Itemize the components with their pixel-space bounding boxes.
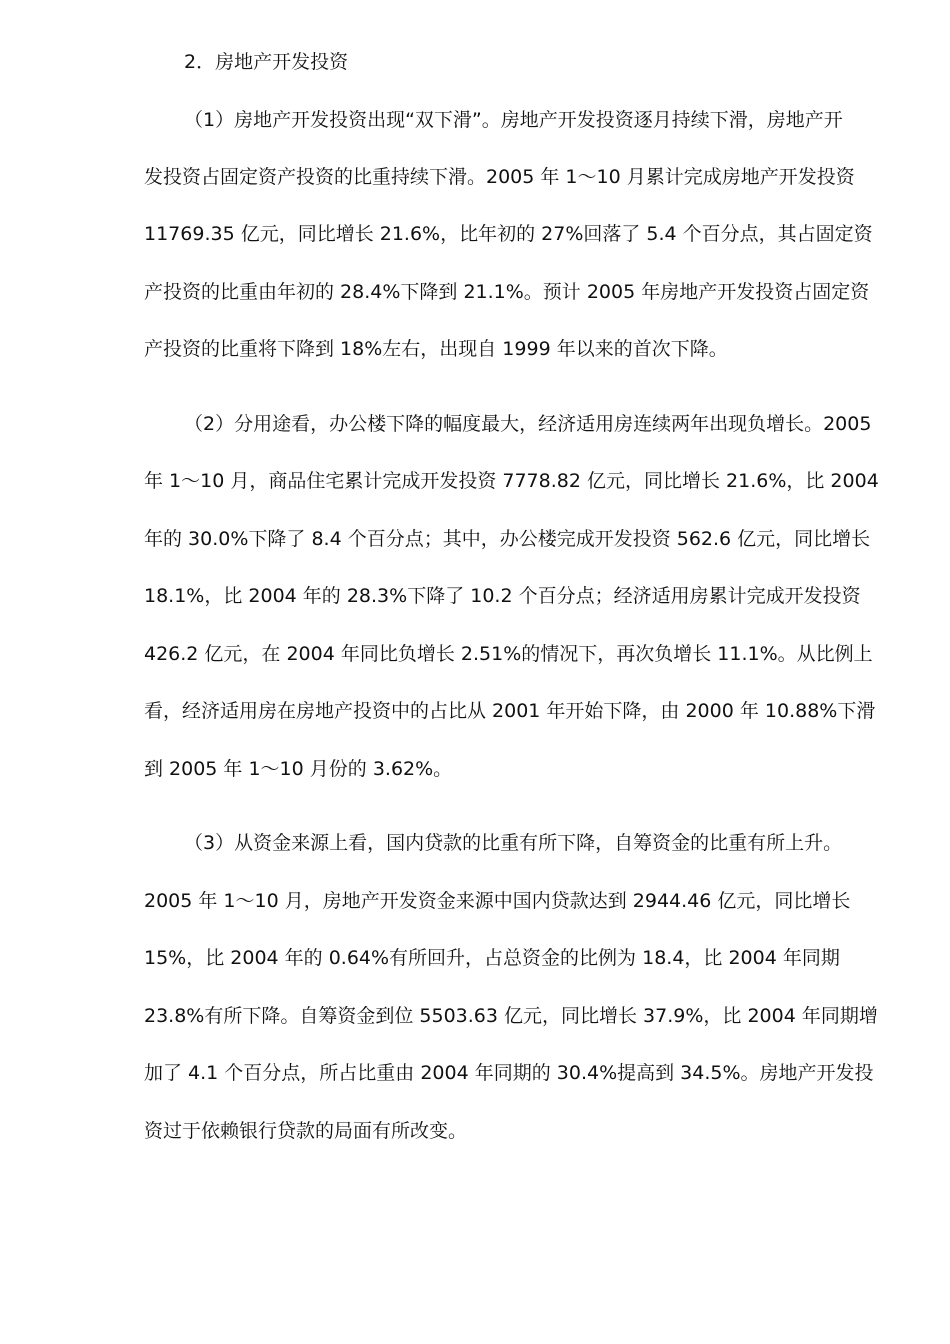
paragraph-3-line-3: 15%，比 2004 年的 0.64%有所回升，占总资金的比例为 18.4，比 2004 年同期 [144, 947, 840, 969]
paragraph-1-line-5: 产投资的比重将下降到 18%左右，出现自 1999 年以来的首次下降。 [144, 338, 728, 360]
paragraph-3-line-5: 加了 4.1 个百分点，所占比重由 2004 年同期的 30.4%提高到 34.5%。房地产开发投 [144, 1062, 874, 1084]
paragraph-2-line-2: 年 1～10 月，商品住宅累计完成开发投资 7778.82 亿元，同比增长 21.6%，比 2004 [144, 470, 879, 492]
paragraph-2-line-7: 到 2005 年 1～10 月份的 3.62%。 [144, 758, 453, 780]
paragraph-3-line-4: 23.8%有所下降。自筹资金到位 5503.63 亿元，同比增长 37.9%，比 2004 年同期增 [144, 1005, 878, 1027]
paragraph-2-line-3: 年的 30.0%下降了 8.4 个百分点；其中，办公楼完成开发投资 562.6 亿元，同比增长 [144, 528, 871, 550]
section-heading: 2．房地产开发投资 [184, 51, 349, 73]
paragraph-3-line-2: 2005 年 1～10 月，房地产开发资金来源中国内贷款达到 2944.46 亿元，同比增长 [144, 890, 851, 912]
paragraph-1-line-2: 发投资占固定资产投资的比重持续下滑。2005 年 1～10 月累计完成房地产开发投资 [144, 166, 855, 188]
paragraph-1-line-3: 11769.35 亿元，同比增长 21.6%，比年初的 27%回落了 5.4 个百分点，其占固定资 [144, 223, 873, 245]
paragraph-2-line-4: 18.1%，比 2004 年的 28.3%下降了 10.2 个百分点；经济适用房累计完成开发投资 [144, 585, 861, 607]
paragraph-3-line-1: （3）从资金来源上看，国内贷款的比重有所下降，自筹资金的比重有所上升。 [184, 832, 843, 854]
paragraph-2-line-5: 426.2 亿元，在 2004 年同比负增长 2.51%的情况下，再次负增长 11.1%。从比例上 [144, 643, 873, 665]
paragraph-1-line-1: （1）房地产开发投资出现“双下滑”。房地产开发投资逐月持续下滑，房地产开 [184, 109, 843, 131]
paragraph-2-line-6: 看，经济适用房在房地产投资中的占比从 2001 年开始下降，由 2000 年 10.88%下滑 [144, 700, 876, 722]
paragraph-1-line-4: 产投资的比重由年初的 28.4%下降到 21.1%。预计 2005 年房地产开发投资占固定资 [144, 281, 870, 303]
paragraph-3-line-6: 资过于依赖银行贷款的局面有所改变。 [144, 1120, 468, 1142]
paragraph-2-line-1: （2）分用途看，办公楼下降的幅度最大，经济适用房连续两年出现负增长。2005 [184, 413, 872, 435]
